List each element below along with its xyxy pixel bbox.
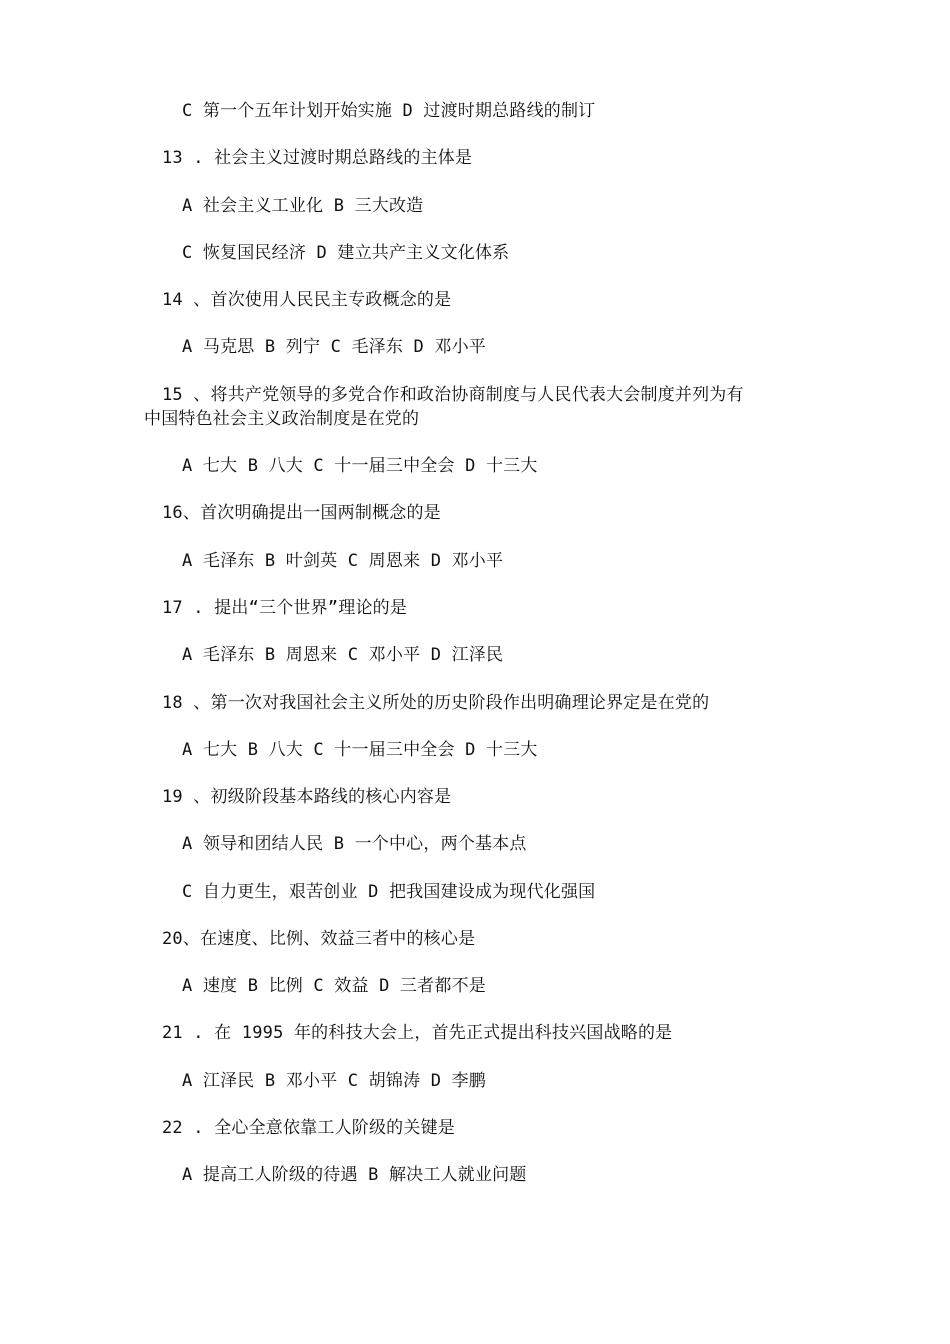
q15-options: A 七大 B 八大 C 十一届三中全会 D 十三大 xyxy=(182,456,538,476)
question-19: 19 、初级阶段基本路线的核心内容是 xyxy=(162,787,452,807)
question-13: 13 . 社会主义过渡时期总路线的主体是 xyxy=(162,148,473,168)
q20-options: A 速度 B 比例 C 效益 D 三者都不是 xyxy=(182,976,486,996)
q17-options: A 毛泽东 B 周恩来 C 邓小平 D 江泽民 xyxy=(182,645,504,665)
question-15-line1: 15 、将共产党领导的多党合作和政治协商制度与人民代表大会制度并列为有 xyxy=(162,385,744,405)
q19-options-ab: A 领导和团结人民 B 一个中心，两个基本点 xyxy=(182,834,527,854)
question-21: 21 . 在 1995 年的科技大会上，首先正式提出科技兴国战略的是 xyxy=(162,1023,673,1043)
q16-options: A 毛泽东 B 叶剑英 C 周恩来 D 邓小平 xyxy=(182,551,504,571)
q18-options: A 七大 B 八大 C 十一届三中全会 D 十三大 xyxy=(182,740,538,760)
question-16: 16、首次明确提出一国两制概念的是 xyxy=(162,503,441,523)
question-22: 22 . 全心全意依靠工人阶级的关键是 xyxy=(162,1118,455,1138)
question-18: 18 、第一次对我国社会主义所处的历史阶段作出明确理论界定是在党的 xyxy=(162,693,710,713)
question-20: 20、在速度、比例、效益三者中的核心是 xyxy=(162,929,476,949)
q21-options: A 江泽民 B 邓小平 C 胡锦涛 D 李鹏 xyxy=(182,1071,486,1091)
question-15-line2: 中国特色社会主义政治制度是在党的 xyxy=(144,409,420,429)
q12-options-cd: C 第一个五年计划开始实施 D 过渡时期总路线的制订 xyxy=(182,101,596,121)
q22-options-ab: A 提高工人阶级的待遇 B 解决工人就业问题 xyxy=(182,1165,527,1185)
q13-options-ab: A 社会主义工业化 B 三大改造 xyxy=(182,196,424,216)
q14-options: A 马克思 B 列宁 C 毛泽东 D 邓小平 xyxy=(182,337,486,357)
q19-options-cd: C 自力更生，艰苦创业 D 把我国建设成为现代化强国 xyxy=(182,882,596,902)
q13-options-cd: C 恢复国民经济 D 建立共产主义文化体系 xyxy=(182,243,510,263)
question-14: 14 、首次使用人民民主专政概念的是 xyxy=(162,290,452,310)
question-17: 17 . 提出“三个世界”理论的是 xyxy=(162,598,408,618)
